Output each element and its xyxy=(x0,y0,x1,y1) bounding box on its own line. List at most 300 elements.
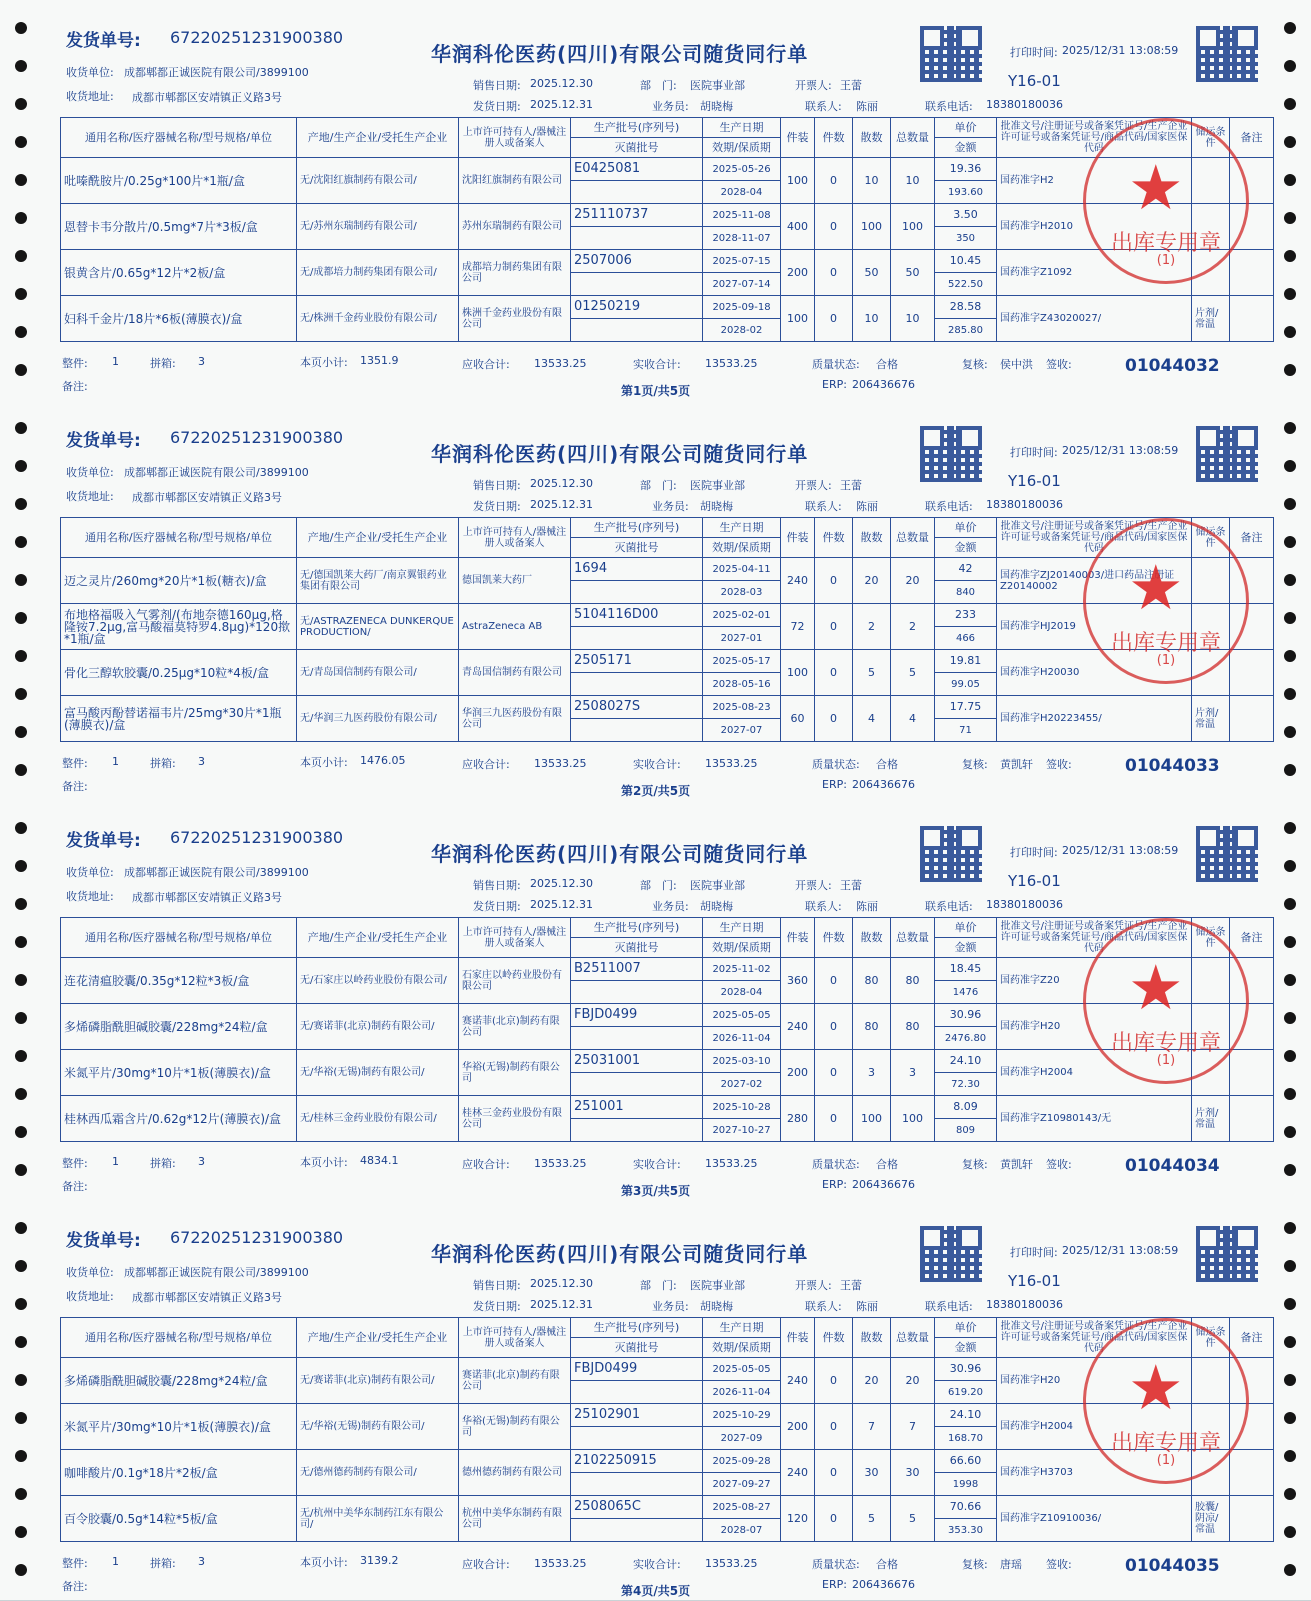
cell-remark xyxy=(1230,1404,1274,1450)
cell-price: 42 xyxy=(935,558,997,581)
salesman-label: 业务员: xyxy=(652,900,689,913)
punch-hole xyxy=(1284,612,1296,624)
received-total: 13533.25 xyxy=(705,1157,758,1170)
subtotal-label: 本页小计: xyxy=(300,356,348,369)
cell-remark xyxy=(1230,1450,1274,1496)
col-extra: 储运条件 xyxy=(1192,1318,1230,1358)
cell-amount: 840 xyxy=(935,581,997,604)
cell-amount: 353.30 xyxy=(935,1519,997,1542)
phone-label: 联系电话: xyxy=(925,1300,973,1313)
page-indicator: 第3页/共5页 xyxy=(621,1184,691,1198)
cell-producer: 无/华裕(无锡)制药有限公司/ xyxy=(297,1050,459,1096)
punch-hole xyxy=(1284,1222,1296,1234)
phone: 18380180036 xyxy=(986,498,1063,511)
issuer: 王蕾 xyxy=(840,1279,862,1292)
punch-hole xyxy=(15,1526,27,1538)
cell-loose: 2 xyxy=(853,604,891,650)
ship-date: 2025.12.31 xyxy=(530,498,593,511)
cell-loose: 3 xyxy=(853,1050,891,1096)
punch-hole xyxy=(15,822,27,834)
quality-label: 质量状态: xyxy=(812,1558,860,1571)
cell-mfg: 2025-10-29 xyxy=(703,1404,781,1427)
cell-price: 233 xyxy=(935,604,997,627)
cell-approval: 国药准字Z20 xyxy=(997,958,1192,1004)
cell-producer: 无/成都培力制药集团有限公司/ xyxy=(297,250,459,296)
cell-pieces: 200 xyxy=(781,1404,815,1450)
ship-date-label: 发货日期: xyxy=(473,1300,521,1313)
cell-exp: 2028-07 xyxy=(703,1519,781,1542)
cell-mfg: 2025-05-05 xyxy=(703,1004,781,1027)
punch-hole xyxy=(15,726,27,738)
col-unit-price: 单价 xyxy=(935,118,997,138)
contact: 陈丽 xyxy=(856,900,878,913)
cell-producer: 无/赛诺菲(北京)制药有限公司/ xyxy=(297,1358,459,1404)
table-row xyxy=(61,1404,1274,1427)
sign-label: 签收: xyxy=(1046,358,1072,371)
table-row xyxy=(61,250,1274,273)
table-row xyxy=(61,1096,1274,1119)
cell-remark xyxy=(1230,296,1274,342)
stamp-number: (1) xyxy=(1156,253,1176,268)
phone: 18380180036 xyxy=(986,98,1063,111)
whole-value: 1 xyxy=(112,1555,119,1568)
quality-status: 合格 xyxy=(876,758,898,771)
salesman: 胡晓梅 xyxy=(700,500,733,513)
punch-hole xyxy=(15,898,27,910)
doc-no: 67220251231900380 xyxy=(170,28,344,47)
table-row xyxy=(61,650,1274,673)
quality-label: 质量状态: xyxy=(812,1158,860,1171)
subtotal-label: 本页小计: xyxy=(300,1156,348,1169)
punch-hole xyxy=(15,498,27,510)
issuer: 王蕾 xyxy=(840,79,862,92)
qr-code-icon xyxy=(1196,26,1258,82)
receivable-label: 应收合计: xyxy=(462,1558,510,1571)
stamp-text: 出库专用章 xyxy=(1110,631,1221,656)
quality-label: 质量状态: xyxy=(812,758,860,771)
split-value: 3 xyxy=(198,755,205,768)
col-producer: 产地/生产企业/受托生产企业 xyxy=(297,118,459,158)
phone: 18380180036 xyxy=(986,898,1063,911)
erp-number: 206436676 xyxy=(852,778,915,791)
print-time: 2025/12/31 13:08:59 xyxy=(1062,844,1179,857)
punch-hole xyxy=(1284,1012,1296,1024)
cell-name: 百令胶囊/0.5g*14粒*5板/盒 xyxy=(61,1496,297,1542)
col-mfg: 生产日期 xyxy=(703,518,781,538)
table-row xyxy=(61,1004,1274,1027)
dept: 医院事业部 xyxy=(690,479,745,492)
cell-amount: 285.80 xyxy=(935,319,997,342)
punch-hole xyxy=(15,1488,27,1500)
cell-name: 妇科千金片/18片*6板(薄膜衣)/盒 xyxy=(61,296,297,342)
cell-extra xyxy=(1192,1450,1230,1496)
cell-amount: 99.05 xyxy=(935,673,997,696)
cell-loose: 30 xyxy=(853,1450,891,1496)
punch-hole xyxy=(15,422,27,434)
cell-name: 米氮平片/30mg*10片*1板(薄膜衣)/盒 xyxy=(61,1404,297,1450)
cell-producer: 无/青岛国信制药有限公司/ xyxy=(297,650,459,696)
punch-hole xyxy=(15,1088,27,1100)
ship-date: 2025.12.31 xyxy=(530,1298,593,1311)
cell-pieces: 360 xyxy=(781,958,815,1004)
cell-producer: 无/德国凯莱大药厂/南京翼银药业集团有限公司 xyxy=(297,558,459,604)
punch-hole xyxy=(15,1050,27,1062)
erp-label: ERP: xyxy=(822,778,847,791)
dept: 医院事业部 xyxy=(690,1279,745,1292)
receipt-page-4 xyxy=(0,1200,1311,1601)
issuer-label: 开票人: xyxy=(795,879,832,892)
cell-holder: 华裕(无锡)制药有限公司 xyxy=(459,1050,571,1096)
doc-title: 华润科伦医药(四川)有限公司随货同行单 xyxy=(431,442,809,466)
issuer: 王蕾 xyxy=(840,879,862,892)
stamp-text: 出库专用章 xyxy=(1110,1031,1221,1056)
cell-holder: 株洲千金药业股份有限公司 xyxy=(459,296,571,342)
recheck-person: 唐瑶 xyxy=(1000,1558,1022,1571)
cell-remark xyxy=(1230,204,1274,250)
route-code: Y16-01 xyxy=(1008,1272,1061,1290)
punch-hole xyxy=(1284,898,1296,910)
cell-loose: 50 xyxy=(853,250,891,296)
punch-hole xyxy=(1284,98,1296,110)
col-total: 总数量 xyxy=(891,118,935,158)
col-batch: 生产批号(序列号) xyxy=(571,918,703,938)
cell-remark xyxy=(1230,604,1274,650)
table-row xyxy=(61,958,1274,981)
cell-producer: 无/株洲千金药业股份有限公司/ xyxy=(297,296,459,342)
whole-label: 整件: xyxy=(62,357,88,370)
cell-approval: 国药准字Z43020027/ xyxy=(997,296,1192,342)
split-label: 拼箱: xyxy=(150,757,176,770)
cell-mfg: 2025-09-18 xyxy=(703,296,781,319)
cell-price: 3.50 xyxy=(935,204,997,227)
dept: 医院事业部 xyxy=(690,879,745,892)
cell-remark xyxy=(1230,158,1274,204)
salesman-label: 业务员: xyxy=(652,500,689,513)
qr-code-icon xyxy=(1196,826,1258,882)
whole-label: 整件: xyxy=(62,1157,88,1170)
col-sterile: 灭菌批号 xyxy=(571,938,703,958)
address-label: 收货地址: xyxy=(66,1290,114,1303)
perforation-left xyxy=(8,0,34,400)
recheck-label: 复核: xyxy=(962,1558,988,1571)
col-pieces: 件装 xyxy=(781,918,815,958)
cell-sterile xyxy=(571,1427,703,1450)
col-count: 件数 xyxy=(815,1318,853,1358)
recheck-label: 复核: xyxy=(962,758,988,771)
receipt-page-3 xyxy=(0,800,1311,1201)
punch-hole xyxy=(15,1336,27,1348)
quality-label: 质量状态: xyxy=(812,358,860,371)
punch-hole xyxy=(1284,326,1296,338)
erp-label: ERP: xyxy=(822,1178,847,1191)
punch-hole xyxy=(15,1374,27,1386)
cell-sterile xyxy=(571,627,703,650)
cell-name: 米氮平片/30mg*10片*1板(薄膜衣)/盒 xyxy=(61,1050,297,1096)
sign-label: 签收: xyxy=(1046,1158,1072,1171)
col-exp: 效期/保质期 xyxy=(703,938,781,958)
doc-no-label: 发货单号: xyxy=(66,1231,141,1251)
ship-date-label: 发货日期: xyxy=(473,100,521,113)
salesman: 胡晓梅 xyxy=(700,900,733,913)
cell-mfg: 2025-09-28 xyxy=(703,1450,781,1473)
cell-batch: 2508065C xyxy=(571,1496,703,1519)
erp-number: 206436676 xyxy=(852,378,915,391)
perforation-left xyxy=(8,800,34,1200)
punch-hole xyxy=(1284,1450,1296,1462)
col-total: 总数量 xyxy=(891,918,935,958)
stamp-text: 出库专用章 xyxy=(1110,231,1221,256)
punch-hole xyxy=(15,650,27,662)
table-row xyxy=(61,204,1274,227)
cell-count: 0 xyxy=(815,1450,853,1496)
receivable-total: 13533.25 xyxy=(534,357,587,370)
punch-hole xyxy=(15,212,27,224)
cell-mfg: 2025-11-02 xyxy=(703,958,781,981)
sale-date-label: 销售日期: xyxy=(473,479,521,492)
punch-hole xyxy=(15,1012,27,1024)
table-row xyxy=(61,1450,1274,1473)
cell-extra: 片剂/常温 xyxy=(1192,696,1230,742)
col-extra: 储运条件 xyxy=(1192,118,1230,158)
print-time-label: 打印时间: xyxy=(1010,846,1058,859)
cell-exp: 2027-07 xyxy=(703,719,781,742)
cell-producer: 无/华裕(无锡)制药有限公司/ xyxy=(297,1404,459,1450)
cell-producer: 无/杭州中美华东制药江东有限公司/ xyxy=(297,1496,459,1542)
cell-amount: 1476 xyxy=(935,981,997,1004)
doc-no-label: 发货单号: xyxy=(66,31,141,51)
cell-producer: 无/赛诺菲(北京)制药有限公司/ xyxy=(297,1004,459,1050)
punch-hole xyxy=(1284,1412,1296,1424)
punch-hole xyxy=(1284,1336,1296,1348)
cell-remark xyxy=(1230,558,1274,604)
route-code: Y16-01 xyxy=(1008,472,1061,490)
page-indicator: 第4页/共5页 xyxy=(621,1584,691,1598)
cell-batch: 2102250915 xyxy=(571,1450,703,1473)
col-exp: 效期/保质期 xyxy=(703,538,781,558)
remark-label: 备注: xyxy=(62,1580,88,1593)
cell-total: 20 xyxy=(891,558,935,604)
page-subtotal: 1351.9 xyxy=(360,354,399,367)
cell-pieces: 100 xyxy=(781,158,815,204)
qr-code-icon xyxy=(1196,426,1258,482)
punch-hole xyxy=(15,460,27,472)
cell-price: 10.45 xyxy=(935,250,997,273)
received-total: 13533.25 xyxy=(705,357,758,370)
sign-label: 签收: xyxy=(1046,758,1072,771)
cell-remark xyxy=(1230,1358,1274,1404)
salesman-label: 业务员: xyxy=(652,1300,689,1313)
cell-mfg: 2025-04-11 xyxy=(703,558,781,581)
items-table xyxy=(60,117,1274,342)
print-time-label: 打印时间: xyxy=(1010,1246,1058,1259)
col-approval: 批准文号/注册证号或备案凭证号/生产企业许可证号或备案凭证号/商品代码/国家医保代码 xyxy=(997,118,1192,158)
cell-price: 17.75 xyxy=(935,696,997,719)
punch-hole xyxy=(1284,1374,1296,1386)
col-remark: 备注 xyxy=(1230,518,1274,558)
cell-loose: 10 xyxy=(853,296,891,342)
remark-label: 备注: xyxy=(62,780,88,793)
contact-label: 联系人: xyxy=(805,900,842,913)
recheck-label: 复核: xyxy=(962,1158,988,1171)
quality-status: 合格 xyxy=(876,358,898,371)
cell-total: 5 xyxy=(891,1496,935,1542)
cell-total: 80 xyxy=(891,958,935,1004)
qr-code-icon xyxy=(1196,1226,1258,1282)
cell-pieces: 72 xyxy=(781,604,815,650)
cell-batch: 2508027S xyxy=(571,696,703,719)
cell-total: 7 xyxy=(891,1404,935,1450)
cell-name: 富马酸丙酚替诺福韦片/25mg*30片*1瓶(薄膜衣)/盒 xyxy=(61,696,297,742)
punch-hole xyxy=(15,1564,27,1576)
cell-price: 19.36 xyxy=(935,158,997,181)
punch-hole xyxy=(1284,1260,1296,1272)
col-remark: 备注 xyxy=(1230,118,1274,158)
cell-holder: 成都培力制药集团有限公司 xyxy=(459,250,571,296)
col-approval: 批准文号/注册证号或备案凭证号/生产企业许可证号或备案凭证号/商品代码/国家医保代码 xyxy=(997,1318,1192,1358)
cell-remark xyxy=(1230,958,1274,1004)
cell-exp: 2027-10-27 xyxy=(703,1119,781,1142)
page-subtotal: 3139.2 xyxy=(360,1554,399,1567)
cell-remark xyxy=(1230,250,1274,296)
erp-number: 206436676 xyxy=(852,1178,915,1191)
cell-pieces: 120 xyxy=(781,1496,815,1542)
contact: 陈丽 xyxy=(856,500,878,513)
cell-batch: 2505171 xyxy=(571,650,703,673)
cell-holder: 德国凯莱大药厂 xyxy=(459,558,571,604)
col-unit-price: 单价 xyxy=(935,918,997,938)
cell-holder: 石家庄以岭药业股份有限公司 xyxy=(459,958,571,1004)
cell-sterile xyxy=(571,1473,703,1496)
punch-hole xyxy=(1284,1164,1296,1176)
star-icon: ★ xyxy=(1128,551,1184,624)
route-code: Y16-01 xyxy=(1008,872,1061,890)
subtotal-label: 本页小计: xyxy=(300,756,348,769)
phone-label: 联系电话: xyxy=(925,900,973,913)
punch-hole xyxy=(15,612,27,624)
cell-pieces: 100 xyxy=(781,296,815,342)
cell-sterile xyxy=(571,273,703,296)
cell-count: 0 xyxy=(815,696,853,742)
page-subtotal: 1476.05 xyxy=(360,754,406,767)
cell-remark xyxy=(1230,1050,1274,1096)
cell-amount: 522.50 xyxy=(935,273,997,296)
cell-amount: 809 xyxy=(935,1119,997,1142)
perforation-right xyxy=(1277,400,1303,800)
whole-label: 整件: xyxy=(62,757,88,770)
col-sterile: 灭菌批号 xyxy=(571,138,703,158)
address-label: 收货地址: xyxy=(66,490,114,503)
cell-holder: 沈阳红旗制药有限公司 xyxy=(459,158,571,204)
salesman: 胡晓梅 xyxy=(700,100,733,113)
phone-label: 联系电话: xyxy=(925,100,973,113)
punch-hole xyxy=(1284,536,1296,548)
cell-producer: 无/苏州东瑞制药有限公司/ xyxy=(297,204,459,250)
cell-batch: 25031001 xyxy=(571,1050,703,1073)
erp-label: ERP: xyxy=(822,378,847,391)
col-batch: 生产批号(序列号) xyxy=(571,1318,703,1338)
table-row xyxy=(61,158,1274,181)
whole-value: 1 xyxy=(112,755,119,768)
cell-exp: 2027-07-14 xyxy=(703,273,781,296)
table-row xyxy=(61,1358,1274,1381)
doc-title: 华润科伦医药(四川)有限公司随货同行单 xyxy=(431,42,809,66)
punch-hole xyxy=(1284,1088,1296,1100)
dept-label: 部 门: xyxy=(640,879,677,892)
ship-date: 2025.12.31 xyxy=(530,898,593,911)
punch-hole xyxy=(15,688,27,700)
cell-total: 4 xyxy=(891,696,935,742)
cell-loose: 7 xyxy=(853,1404,891,1450)
punch-hole xyxy=(1284,498,1296,510)
col-loose: 散数 xyxy=(853,918,891,958)
contact-label: 联系人: xyxy=(805,100,842,113)
doc-no-label: 发货单号: xyxy=(66,831,141,851)
punch-hole xyxy=(1284,764,1296,776)
doc-no: 67220251231900380 xyxy=(170,428,344,447)
cell-total: 50 xyxy=(891,250,935,296)
cell-approval: 国药准字Z1092 xyxy=(997,250,1192,296)
received-total: 13533.25 xyxy=(705,1557,758,1570)
received-label: 实收合计: xyxy=(633,758,681,771)
doc-no-label: 发货单号: xyxy=(66,431,141,451)
cell-count: 0 xyxy=(815,158,853,204)
cell-loose: 100 xyxy=(853,1096,891,1142)
page-indicator: 第2页/共5页 xyxy=(621,784,691,798)
cell-holder: 华润三九医药股份有限公司 xyxy=(459,696,571,742)
table-row xyxy=(61,558,1274,581)
cell-mfg: 2025-08-23 xyxy=(703,696,781,719)
cell-producer: 无/沈阳红旗制药有限公司/ xyxy=(297,158,459,204)
cell-loose: 80 xyxy=(853,1004,891,1050)
cell-extra xyxy=(1192,250,1230,296)
serial-number: 01044035 xyxy=(1125,1556,1220,1576)
punch-hole xyxy=(15,536,27,548)
cell-pieces: 200 xyxy=(781,250,815,296)
cell-name: 多烯磷脂酰胆碱胶囊/228mg*24粒/盒 xyxy=(61,1358,297,1404)
cell-sterile xyxy=(571,1119,703,1142)
cell-batch: 251110737 xyxy=(571,204,703,227)
col-approval: 批准文号/注册证号或备案凭证号/生产企业许可证号或备案凭证号/商品代码/国家医保代码 xyxy=(997,918,1192,958)
col-amount: 金额 xyxy=(935,538,997,558)
col-mfg: 生产日期 xyxy=(703,118,781,138)
receivable-total: 13533.25 xyxy=(534,757,587,770)
cell-sterile xyxy=(571,1027,703,1050)
table-row xyxy=(61,1050,1274,1073)
col-name: 通用名称/医疗器械名称/型号规格/单位 xyxy=(61,118,297,158)
sale-date-label: 销售日期: xyxy=(473,879,521,892)
col-holder: 上市许可持有人/器械注册人或备案人 xyxy=(459,118,571,158)
cell-batch: FBJD0499 xyxy=(571,1358,703,1381)
ship-date-label: 发货日期: xyxy=(473,900,521,913)
cell-loose: 20 xyxy=(853,558,891,604)
col-extra: 储运条件 xyxy=(1192,918,1230,958)
perforation-left xyxy=(8,1200,34,1600)
cell-amount: 619.20 xyxy=(935,1381,997,1404)
cell-holder: 德州德药制药有限公司 xyxy=(459,1450,571,1496)
cell-loose: 80 xyxy=(853,958,891,1004)
col-sterile: 灭菌批号 xyxy=(571,1338,703,1358)
punch-hole xyxy=(15,764,27,776)
subtotal-label: 本页小计: xyxy=(300,1556,348,1569)
cell-count: 0 xyxy=(815,1404,853,1450)
qr-code-icon xyxy=(920,826,982,882)
cell-approval: 国药准字H20 xyxy=(997,1358,1192,1404)
sale-date: 2025.12.30 xyxy=(530,477,593,490)
col-exp: 效期/保质期 xyxy=(703,138,781,158)
cell-extra xyxy=(1192,1358,1230,1404)
cell-extra xyxy=(1192,604,1230,650)
col-unit-price: 单价 xyxy=(935,518,997,538)
